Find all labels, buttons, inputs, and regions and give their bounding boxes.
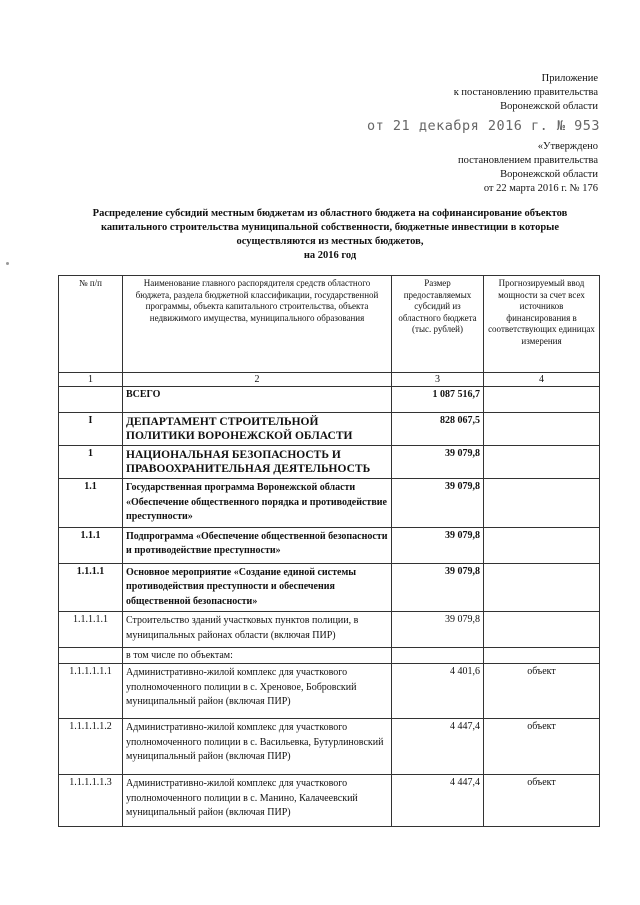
row-value: 4 447,4 [392, 719, 484, 775]
approval-block [458, 140, 598, 196]
row-unit: объект [484, 775, 600, 827]
row-unit [484, 648, 600, 664]
row-unit [484, 479, 600, 528]
appendix-line: Приложение [541, 73, 598, 84]
scan-dot [6, 262, 9, 265]
approval-line: от 22 марта 2016 г. № 176 [483, 183, 598, 194]
subsidy-table [58, 275, 600, 827]
col-index: 2 [123, 373, 392, 387]
row-unit [484, 413, 600, 446]
appendix-line: к постановлению правительства [453, 87, 598, 98]
approval-line: постановлением правительства [457, 155, 598, 166]
title-line: Распределение субсидий местным бюджетам из областного бюджета на софинансирование объектов [92, 208, 568, 219]
row-num: 1 [59, 446, 123, 479]
header-capacity: Прогнозируемый ввод мощности за счет всех источников финансирования в соответствующих единицах измерения [484, 276, 600, 373]
table-row [59, 563, 600, 612]
row-name: Строительство зданий участковых пунктов полиции, в муниципальных районах области (включая ПИР) [123, 612, 392, 648]
row-num: 1.1.1.1.1.3 [59, 775, 123, 827]
row-value: 39 079,8 [392, 446, 484, 479]
row-num [59, 387, 123, 413]
table-row [59, 479, 600, 528]
date-stamp: от 21 декабря 2016 г. № 953 [367, 118, 600, 134]
row-name: Подпрограмма «Обеспечение общественной безопасности и противодействие преступности» [123, 527, 392, 563]
row-num [59, 648, 123, 664]
approval-line: Воронежской области [500, 169, 598, 180]
row-name: Государственная программа Воронежской области «Обеспечение общественного порядка и противодействие преступности» [123, 479, 392, 528]
row-value: 39 079,8 [392, 612, 484, 648]
row-value: 828 067,5 [392, 413, 484, 446]
row-unit [484, 612, 600, 648]
document-title [60, 207, 600, 263]
row-name: Административно-жилой комплекс для участкового уполномоченного полиции в с. Васильевка, Бутурлиновский муниципальный район (включая ПИР) [123, 719, 392, 775]
row-value: 4 401,6 [392, 664, 484, 719]
table-row [59, 719, 600, 775]
row-unit: объект [484, 664, 600, 719]
row-name: Основное мероприятие «Создание единой системы противодействия преступности и обеспечения общественной безопасности» [123, 563, 392, 612]
approval-line: «Утверждено [537, 141, 598, 152]
row-value: 39 079,8 [392, 527, 484, 563]
header-amount: Размер предоставляемых субсидий из областного бюджета (тыс. рублей) [392, 276, 484, 373]
row-unit [484, 387, 600, 413]
row-value [392, 648, 484, 664]
table-row [59, 612, 600, 648]
row-value: 4 447,4 [392, 775, 484, 827]
row-name: Административно-жилой комплекс для участкового уполномоченного полиции в с. Манино, Калачеевский муниципальный район (включая ПИР) [123, 775, 392, 827]
row-name: НАЦИОНАЛЬНАЯ БЕЗОПАСНОСТЬ И ПРАВООХРАНИТЕЛЬНАЯ ДЕЯТЕЛЬНОСТЬ [123, 446, 392, 479]
title-line: капитального строительства муниципальной собственности, бюджетные инвестиции в которые [100, 222, 560, 233]
table-row [59, 527, 600, 563]
row-value: 1 087 516,7 [392, 387, 484, 413]
row-num: 1.1.1.1.1.1 [59, 664, 123, 719]
row-num: 1.1.1 [59, 527, 123, 563]
row-name: ВСЕГО [123, 387, 392, 413]
row-num: 1.1 [59, 479, 123, 528]
appendix-header [454, 72, 598, 114]
appendix-line: Воронежской области [500, 101, 598, 112]
col-index: 4 [484, 373, 600, 387]
row-name: ДЕПАРТАМЕНТ СТРОИТЕЛЬНОЙ ПОЛИТИКИ ВОРОНЕЖСКОЙ ОБЛАСТИ [123, 413, 392, 446]
row-name: Административно-жилой комплекс для участкового уполномоченного полиции в с. Хреновое, Бобровский муниципальный район (включая ПИР) [123, 664, 392, 719]
table-header-row [59, 276, 600, 373]
table-row [59, 446, 600, 479]
row-name: в том числе по объектам: [123, 648, 392, 664]
table-row [59, 664, 600, 719]
row-unit [484, 527, 600, 563]
table-row [59, 413, 600, 446]
row-value: 39 079,8 [392, 479, 484, 528]
row-unit [484, 563, 600, 612]
row-value: 39 079,8 [392, 563, 484, 612]
row-unit: объект [484, 719, 600, 775]
title-line: осуществляются из местных бюджетов, [236, 236, 424, 247]
col-index: 1 [59, 373, 123, 387]
header-num: № п/п [59, 276, 123, 373]
table-row [59, 387, 600, 413]
title-line: на 2016 год [303, 250, 357, 261]
col-index: 3 [392, 373, 484, 387]
row-unit [484, 446, 600, 479]
row-num: I [59, 413, 123, 446]
header-name: Наименование главного распорядителя средств областного бюджета, раздела бюджетной классификации, государственной программы, объекта капитального строительства, объекта недвижимого имущества, муниципального образования [123, 276, 392, 373]
column-index-row [59, 373, 600, 387]
row-num: 1.1.1.1.1.2 [59, 719, 123, 775]
table-row [59, 648, 600, 664]
row-num: 1.1.1.1 [59, 563, 123, 612]
table-row [59, 775, 600, 827]
row-num: 1.1.1.1.1 [59, 612, 123, 648]
